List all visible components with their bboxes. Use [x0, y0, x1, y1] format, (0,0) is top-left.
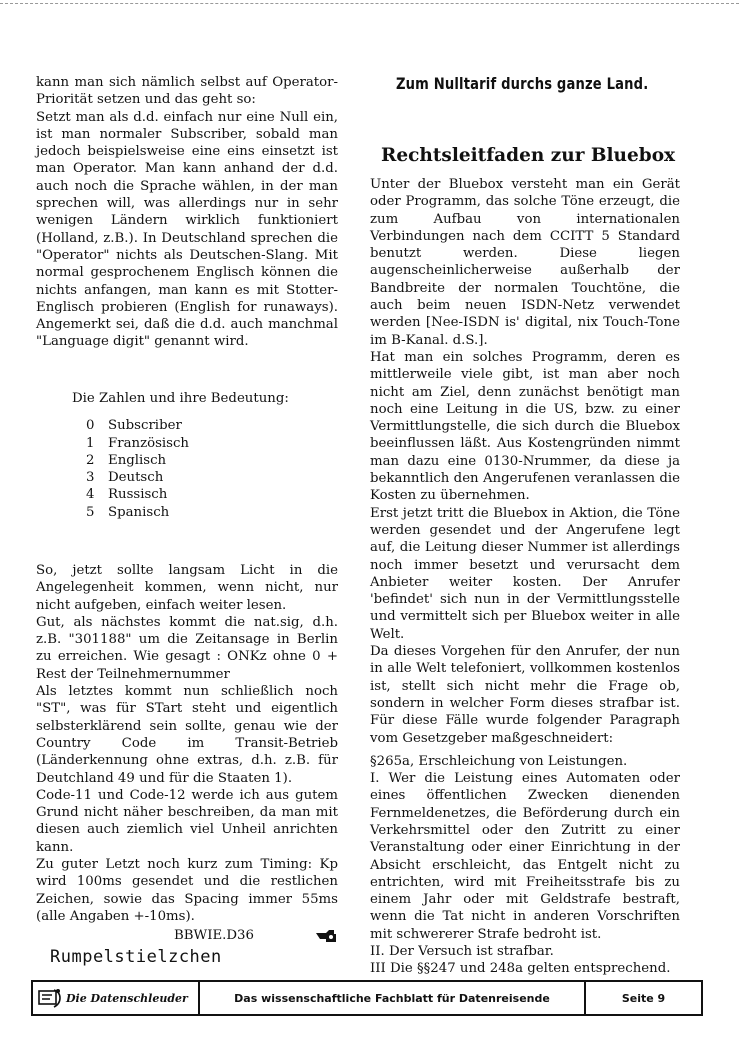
- paragraph: Code-11 und Code-12 werde ich aus gutem Grund nicht näher beschreiben, da man mit diesen auch ziemlich viel Unheil anrichten kann.: [36, 787, 338, 855]
- chaos-knoten-icon: [37, 987, 63, 1009]
- digit: 2: [86, 452, 95, 468]
- paragraph: Da dieses Vorgehen für den Anrufer, der nun in alle Welt telefoniert, vollkommen kostenlos ist, stellt sich nicht mehr die Frage ob, sondern in welcher Form dieses strafbar ist. Für diese Fälle wurde folgender Paragraph vom Gesetzgeber maßgeschneidert:: [370, 644, 680, 746]
- article-heading: Rechtsleitfaden zur Bluebox: [381, 145, 676, 166]
- signature-code: BBWIE.D36: [174, 928, 254, 943]
- footer-slogan: Das wissenschaftliche Fachblatt für Datenreisende: [200, 982, 586, 1014]
- list-item: [72, 435, 289, 452]
- brand-name: Die Datenschleuder: [66, 991, 188, 1005]
- paragraph: kann man sich nämlich selbst auf Operator-Priorität setzen und das geht so:: [36, 75, 338, 108]
- left-column-top: [36, 74, 338, 351]
- list-item: [72, 504, 289, 521]
- law-paragraph: III Die §§247 und 248a gelten entsprechend.: [370, 961, 671, 977]
- paragraph: Erst jetzt tritt die Bluebox in Aktion, die Töne werden gesendet und der Angerufene legt auf, die Leitung dieser Nummer ist allerdings noch immer besetzt und verursacht dem Anbieter weiter kosten. Der Anrufer 'befindet' sich nun in der Vermittlungsstelle und vermittelt sich per Bluebox weiter in alle Welt.: [370, 505, 680, 642]
- digit-label: Subscriber: [108, 418, 182, 434]
- tagline: Zum Nulltarif durchs ganze Land.: [396, 74, 649, 93]
- paragraph: Als letztes kommt nun schließlich noch "ST", was für STart steht und eigentlich selbsterklärend sein sollte, genau wie der Country Code im Transit-Betrieb (Länderkennung ohne extras, d.h. z.B. für Deutchland 49 und für die Staaten 1).: [36, 684, 338, 786]
- paragraph: So, jetzt sollte langsam Licht in die Angelegenheit kommen, wenn nicht, nur nicht aufgeben, einfach weiter lesen.: [36, 563, 338, 613]
- footer-brand: [33, 982, 200, 1014]
- language-digit-list: [72, 390, 289, 521]
- paragraph: Gut, als nächstes kommt die nat.sig, d.h. z.B. "301188" um die Zeitansage in Berlin zu erreichen. Wie gesagt : ONKz ohne 0 + Rest der Teilnehmernummer: [36, 614, 338, 682]
- signature-name: Rumpelstielzchen: [50, 947, 222, 967]
- footer: [31, 980, 703, 1016]
- digit-label: Englisch: [108, 452, 167, 468]
- digit: 5: [86, 504, 95, 520]
- left-column-bottom: [36, 562, 338, 925]
- law-paragraph: II. Der Versuch ist strafbar.: [370, 944, 554, 960]
- digit-label: Russisch: [108, 487, 168, 503]
- digit: 1: [86, 435, 95, 451]
- paragraph: Hat man ein solches Programm, deren es mittlerweile viele gibt, ist man aber noch nicht am Ziel, denn zunächst benötigt man noch eine Leitung in die US, bzw. zu einer Vermittlungstelle, die sich durch die Bluebox beeinflussen läßt. Aus Kostengründen nimmt man dazu eine 0130-Nrummer, da diese ja bekanntlich den Angerufenen veranlassen die Kosten zu übernehmen.: [370, 349, 680, 504]
- pointing-hand-icon: [314, 928, 338, 944]
- list-item: [72, 417, 289, 434]
- numbers-heading: Die Zahlen und ihre Bedeutung:: [72, 391, 289, 406]
- list-item: [72, 452, 289, 469]
- digit: 0: [86, 418, 95, 434]
- list-item: [72, 469, 289, 486]
- page-top-rule: [0, 3, 739, 5]
- paragraph: Zu guter Letzt noch kurz zum Timing: Kp wird 100ms gesendet und die restlichen Zeichen, sowie das Spacing immer 55ms (alle Angaben +-10ms).: [36, 857, 338, 924]
- digit-label: Französisch: [108, 435, 189, 451]
- page-number: Seite 9: [621, 991, 666, 1005]
- law-title: §265a, Erschleichung von Leistungen.: [370, 753, 628, 769]
- list-item: [72, 486, 289, 503]
- digit-label: Deutsch: [108, 470, 164, 486]
- digit: 3: [86, 470, 95, 486]
- law-paragraph: I. Wer die Leistung eines Automaten oder eines öffentlichen Zwecken dienenden Fernmeldenetzes, die Beförderung durch ein Verkehrsmittel oder den Zutritt zu einer Veranstaltung oder einer Einrichtung in der Absicht erschleicht, das Entgelt nicht zu entrichten, wird mit Freiheitsstrafe bis zu einem Jahr oder mit Geldstrafe bestraft, wenn die Tat nicht in anderen Vorschriften mit schwererer Strafe bedroht ist.: [370, 771, 680, 942]
- digit-label: Spanisch: [108, 504, 170, 520]
- digit: 4: [86, 487, 95, 503]
- right-column: [370, 176, 680, 978]
- paragraph: Setzt man als d.d. einfach nur eine Null ein, ist man normaler Subscriber, sobald man jedoch beispielsweise eine eins einsetzt ist man Operator. Man kann anhand der d.d. auch noch die Sprache wählen, in der man sprechen will, was allerdings nur in sehr wenigen Ländern wirklich funktioniert (Holland, z.B.). In Deutschland sprechen die "Operator" nichts als Deutschen-Slang. Mit normal gesprochenem Englisch können die nichts anfangen, man kann es mit Stotter-Englisch probieren (English for runaways). Angemerkt sei, daß die d.d. auch manchmal "Language digit" genannt wird.: [36, 109, 338, 350]
- paragraph: Unter der Bluebox versteht man ein Gerät oder Programm, das solche Töne erzeugt, die zum Aufbau von internationalen Verbindungen nach dem CCITT 5 Standard benutzt werden. Diese liegen augenscheinlicherweise außerhalb der Bandbreite der normalen Touchtöne, die auch beim neuen ISDN-Netz verwendet werden [Nee-ISDN is' digital, nix Touch-Tone im B-Kanal. d.S.].: [370, 177, 680, 348]
